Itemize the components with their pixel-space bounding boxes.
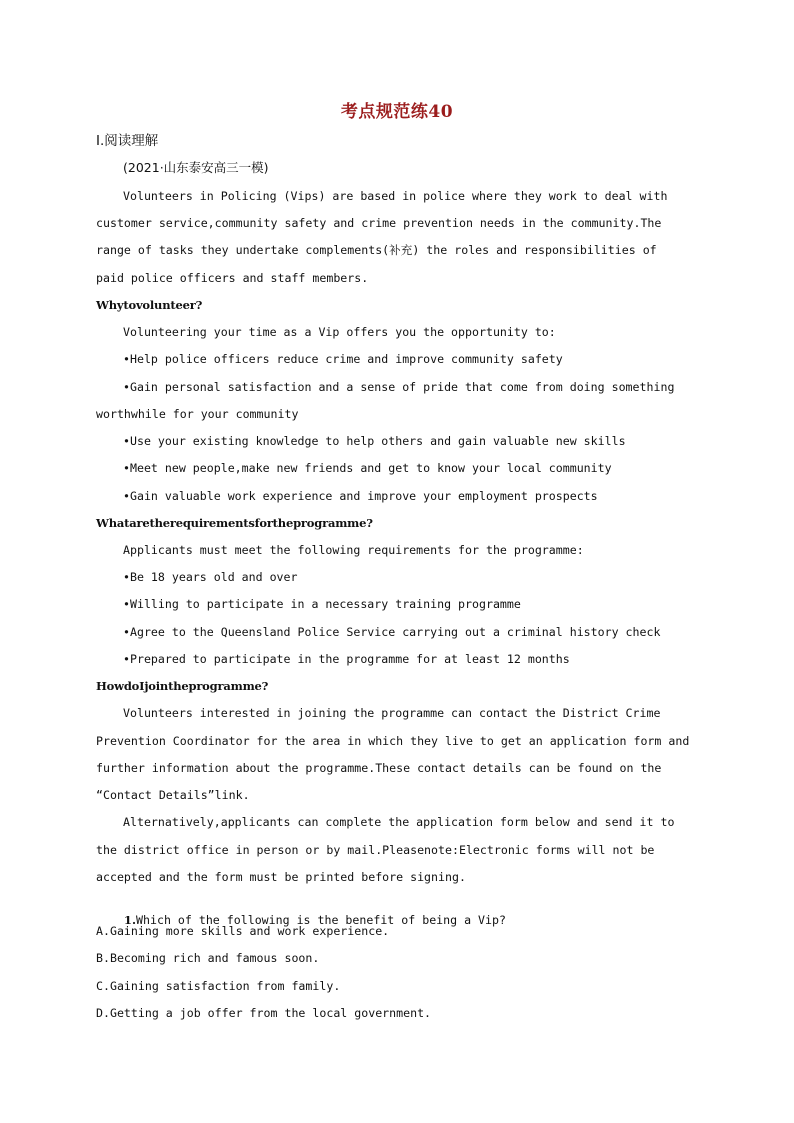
answer-option-d: D.Getting a job offer from the local government. [96, 1006, 432, 1020]
join-paragraph-line: Alternatively,applicants can complete the application form below and send it to [123, 815, 675, 829]
join-paragraph-line: further information about the programme.These contact details can be found on the [96, 761, 662, 775]
join-paragraph-line: accepted and the form must be printed before signing. [96, 870, 466, 884]
source-note: (2021·山东泰安高三一模) [123, 160, 269, 175]
requirements-bullet: •Prepared to participate in the programme for at least 12 months [123, 652, 570, 666]
intro-line: customer service,community safety and crime prevention needs in the community.The [96, 216, 662, 230]
why-bullet-continuation: worthwhile for your community [96, 407, 299, 421]
why-bullet: •Help police officers reduce crime and improve community safety [123, 352, 563, 366]
intro-line: paid police officers and staff members. [96, 271, 369, 285]
why-bullet: •Use your existing knowledge to help others and gain valuable new skills [123, 434, 626, 448]
why-lead: Volunteering your time as a Vip offers you the opportunity to: [123, 325, 556, 339]
requirements-bullet: •Agree to the Queensland Police Service carrying out a criminal history check [123, 625, 661, 639]
why-bullet: •Gain valuable work experience and improve your employment prospects [123, 489, 598, 503]
requirements-bullet: •Willing to participate in a necessary training programme [123, 597, 521, 611]
join-paragraph-line: “Contact Details”link. [96, 788, 250, 802]
join-paragraph-line: the district office in person or by mail.Pleasenote:Electronic forms will not be [96, 843, 655, 857]
question-number: 1. [123, 913, 137, 927]
intro-line: Volunteers in Policing (Vips) are based in police where they work to deal with [123, 189, 668, 203]
answer-option-b: B.Becoming rich and famous soon. [96, 951, 320, 965]
section-heading-requirements: Whataretherequirementsfortheprogramme? [96, 516, 373, 530]
answer-option-a: A.Gaining more skills and work experience. [96, 924, 390, 938]
question-text: Which of the following is the benefit of being a Vip? [136, 913, 506, 927]
section-heading-join: HowdoIjointheprogramme? [96, 679, 269, 693]
section-heading-why: Whytovolunteer? [96, 298, 203, 312]
section-label: Ⅰ.阅读理解 [96, 133, 159, 149]
answer-option-c: C.Gaining satisfaction from family. [96, 979, 341, 993]
why-bullet: •Gain personal satisfaction and a sense of pride that come from doing something [123, 380, 675, 394]
join-paragraph-line: Volunteers interested in joining the programme can contact the District Crime [123, 706, 661, 720]
join-paragraph-line: Prevention Coordinator for the area in which they live to get an application form and [96, 734, 690, 748]
page-title: 考点规范练40 [340, 102, 454, 122]
intro-line: range of tasks they undertake complements(补充) the roles and responsibilities of [96, 243, 657, 257]
requirements-bullet: •Be 18 years old and over [123, 570, 298, 584]
why-bullet: •Meet new people,make new friends and get to know your local community [123, 461, 612, 475]
requirements-lead: Applicants must meet the following requirements for the programme: [123, 543, 584, 557]
